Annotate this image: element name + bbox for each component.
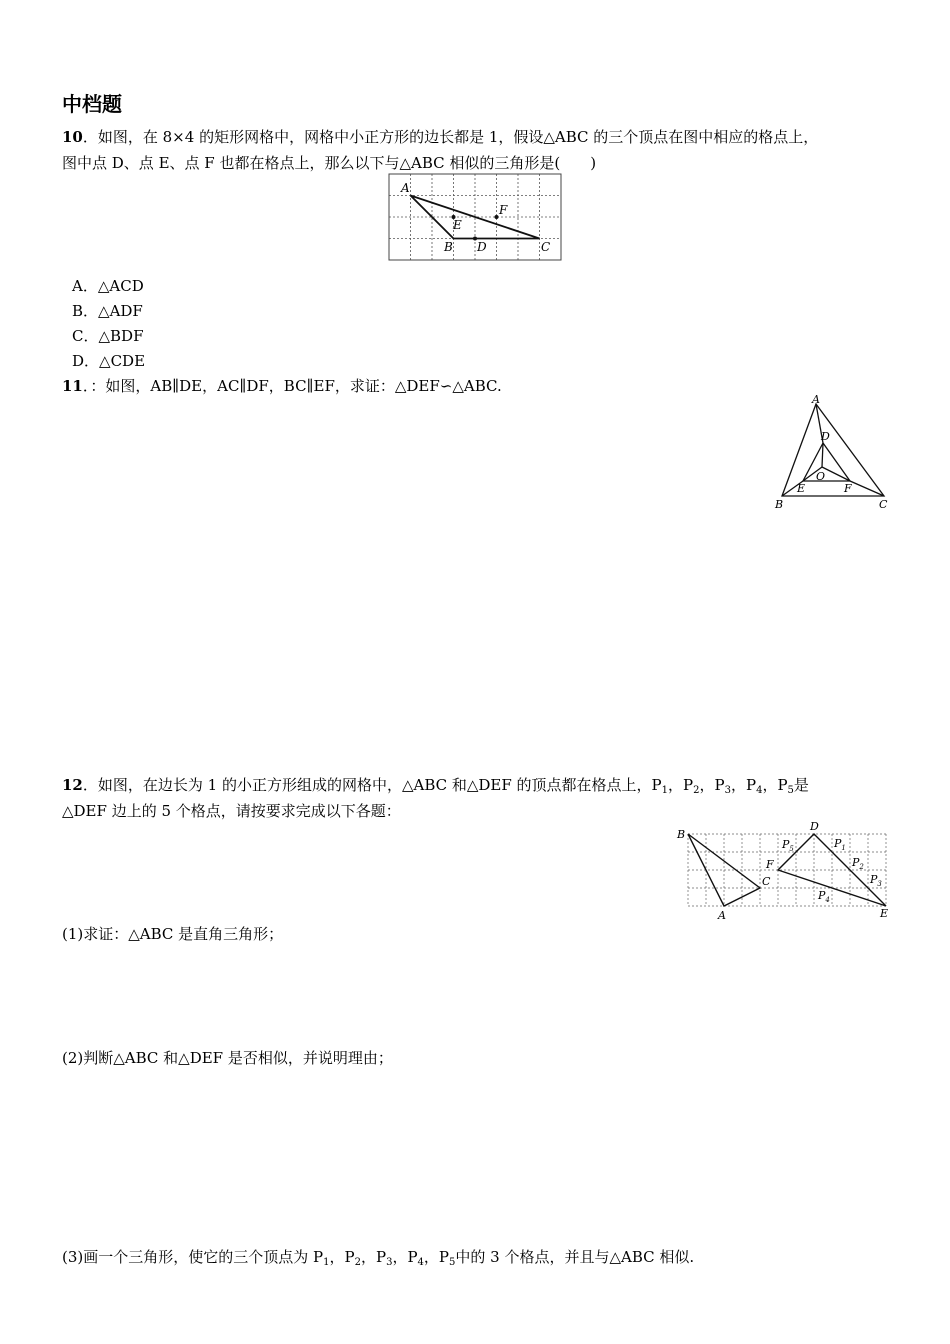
q11-label-e: E	[797, 482, 806, 495]
q12-label-p2: $P_2$	[852, 856, 864, 871]
q10-text-1: ．如图，在 8×4 的矩形网格中，网格中小正方形的边长都是 1，假设△ABC 的三个顶点在图中相应的格点上，	[82, 128, 819, 146]
q10-option-a: A．△ACD	[72, 277, 144, 295]
q12-label-d: D	[810, 820, 819, 833]
q12-label-f: F	[766, 858, 774, 871]
q11-line	[62, 373, 502, 399]
q12-figure	[672, 818, 896, 922]
q11-label-b: B	[775, 498, 784, 511]
q12-label-p1: $P_1$	[834, 837, 846, 852]
q12-line2: △DEF 边上的 5 个格点，请按要求完成以下各题：	[62, 802, 401, 820]
q10-label-d: D	[477, 240, 487, 254]
q12-label-p4: $P_4$	[818, 889, 830, 904]
q10-option-c: C．△BDF	[72, 327, 144, 345]
q12-part3: (3)画一个三角形，使它的三个顶点为 $P_1$，$P_2$，$P_3$，$P_4$，$P_5$中的 3 个格点，并且与△ABC 相似.	[62, 1248, 695, 1268]
q10-line2: 图中点 D、点 E、点 F 也都在格点上，那么以下与△ABC 相似的三角形是( )	[62, 154, 597, 172]
q10-option-b: B．△ADF	[72, 302, 143, 320]
q11-text: ．：如图，AB∥DE，AC∥DF，BC∥EF，求证：△DEF∽△ABC.	[82, 377, 502, 395]
q11-label-d: D	[821, 430, 830, 443]
q11-label-f: F	[844, 482, 852, 495]
q11-number: 11	[62, 377, 83, 395]
q12-label-a: A	[718, 909, 726, 922]
q10-label-c: C	[541, 240, 551, 254]
q12-label-e: E	[880, 907, 889, 920]
q12-number: 12	[62, 776, 83, 794]
q12-line1: 12．如图，在边长为 1 的小正方形组成的网格中，△ABC 和△DEF 的顶点都在格点上，$P_1$，$P_2$，$P_3$，$P_4$，$P_5$是	[62, 776, 809, 796]
q10-number: 10	[62, 128, 83, 146]
q10-label-f: F	[499, 203, 508, 217]
q10-figure	[380, 170, 570, 265]
q11-label-c: C	[879, 498, 888, 511]
q10-label-e: E	[453, 218, 462, 232]
q10-line1	[62, 124, 818, 150]
q12-label-p3: $P_3$	[870, 873, 882, 888]
q12-label-c: C	[762, 875, 771, 888]
q11-figure	[770, 392, 896, 516]
q10-label-a: A	[401, 181, 410, 195]
q12-label-b: B	[677, 828, 686, 841]
q10-label-b: B	[444, 240, 453, 254]
q12-label-p5: $P_5$	[782, 838, 794, 853]
q12-part2: (2)判断△ABC 和△DEF 是否相似，并说明理由；	[62, 1049, 393, 1067]
q10-option-d: D．△CDE	[72, 352, 146, 370]
q11-label-o: O	[816, 470, 826, 483]
q11-label-a: A	[812, 393, 820, 406]
section-title: 中档题	[62, 92, 122, 116]
q12-part1: (1)求证：△ABC 是直角三角形；	[62, 925, 284, 943]
